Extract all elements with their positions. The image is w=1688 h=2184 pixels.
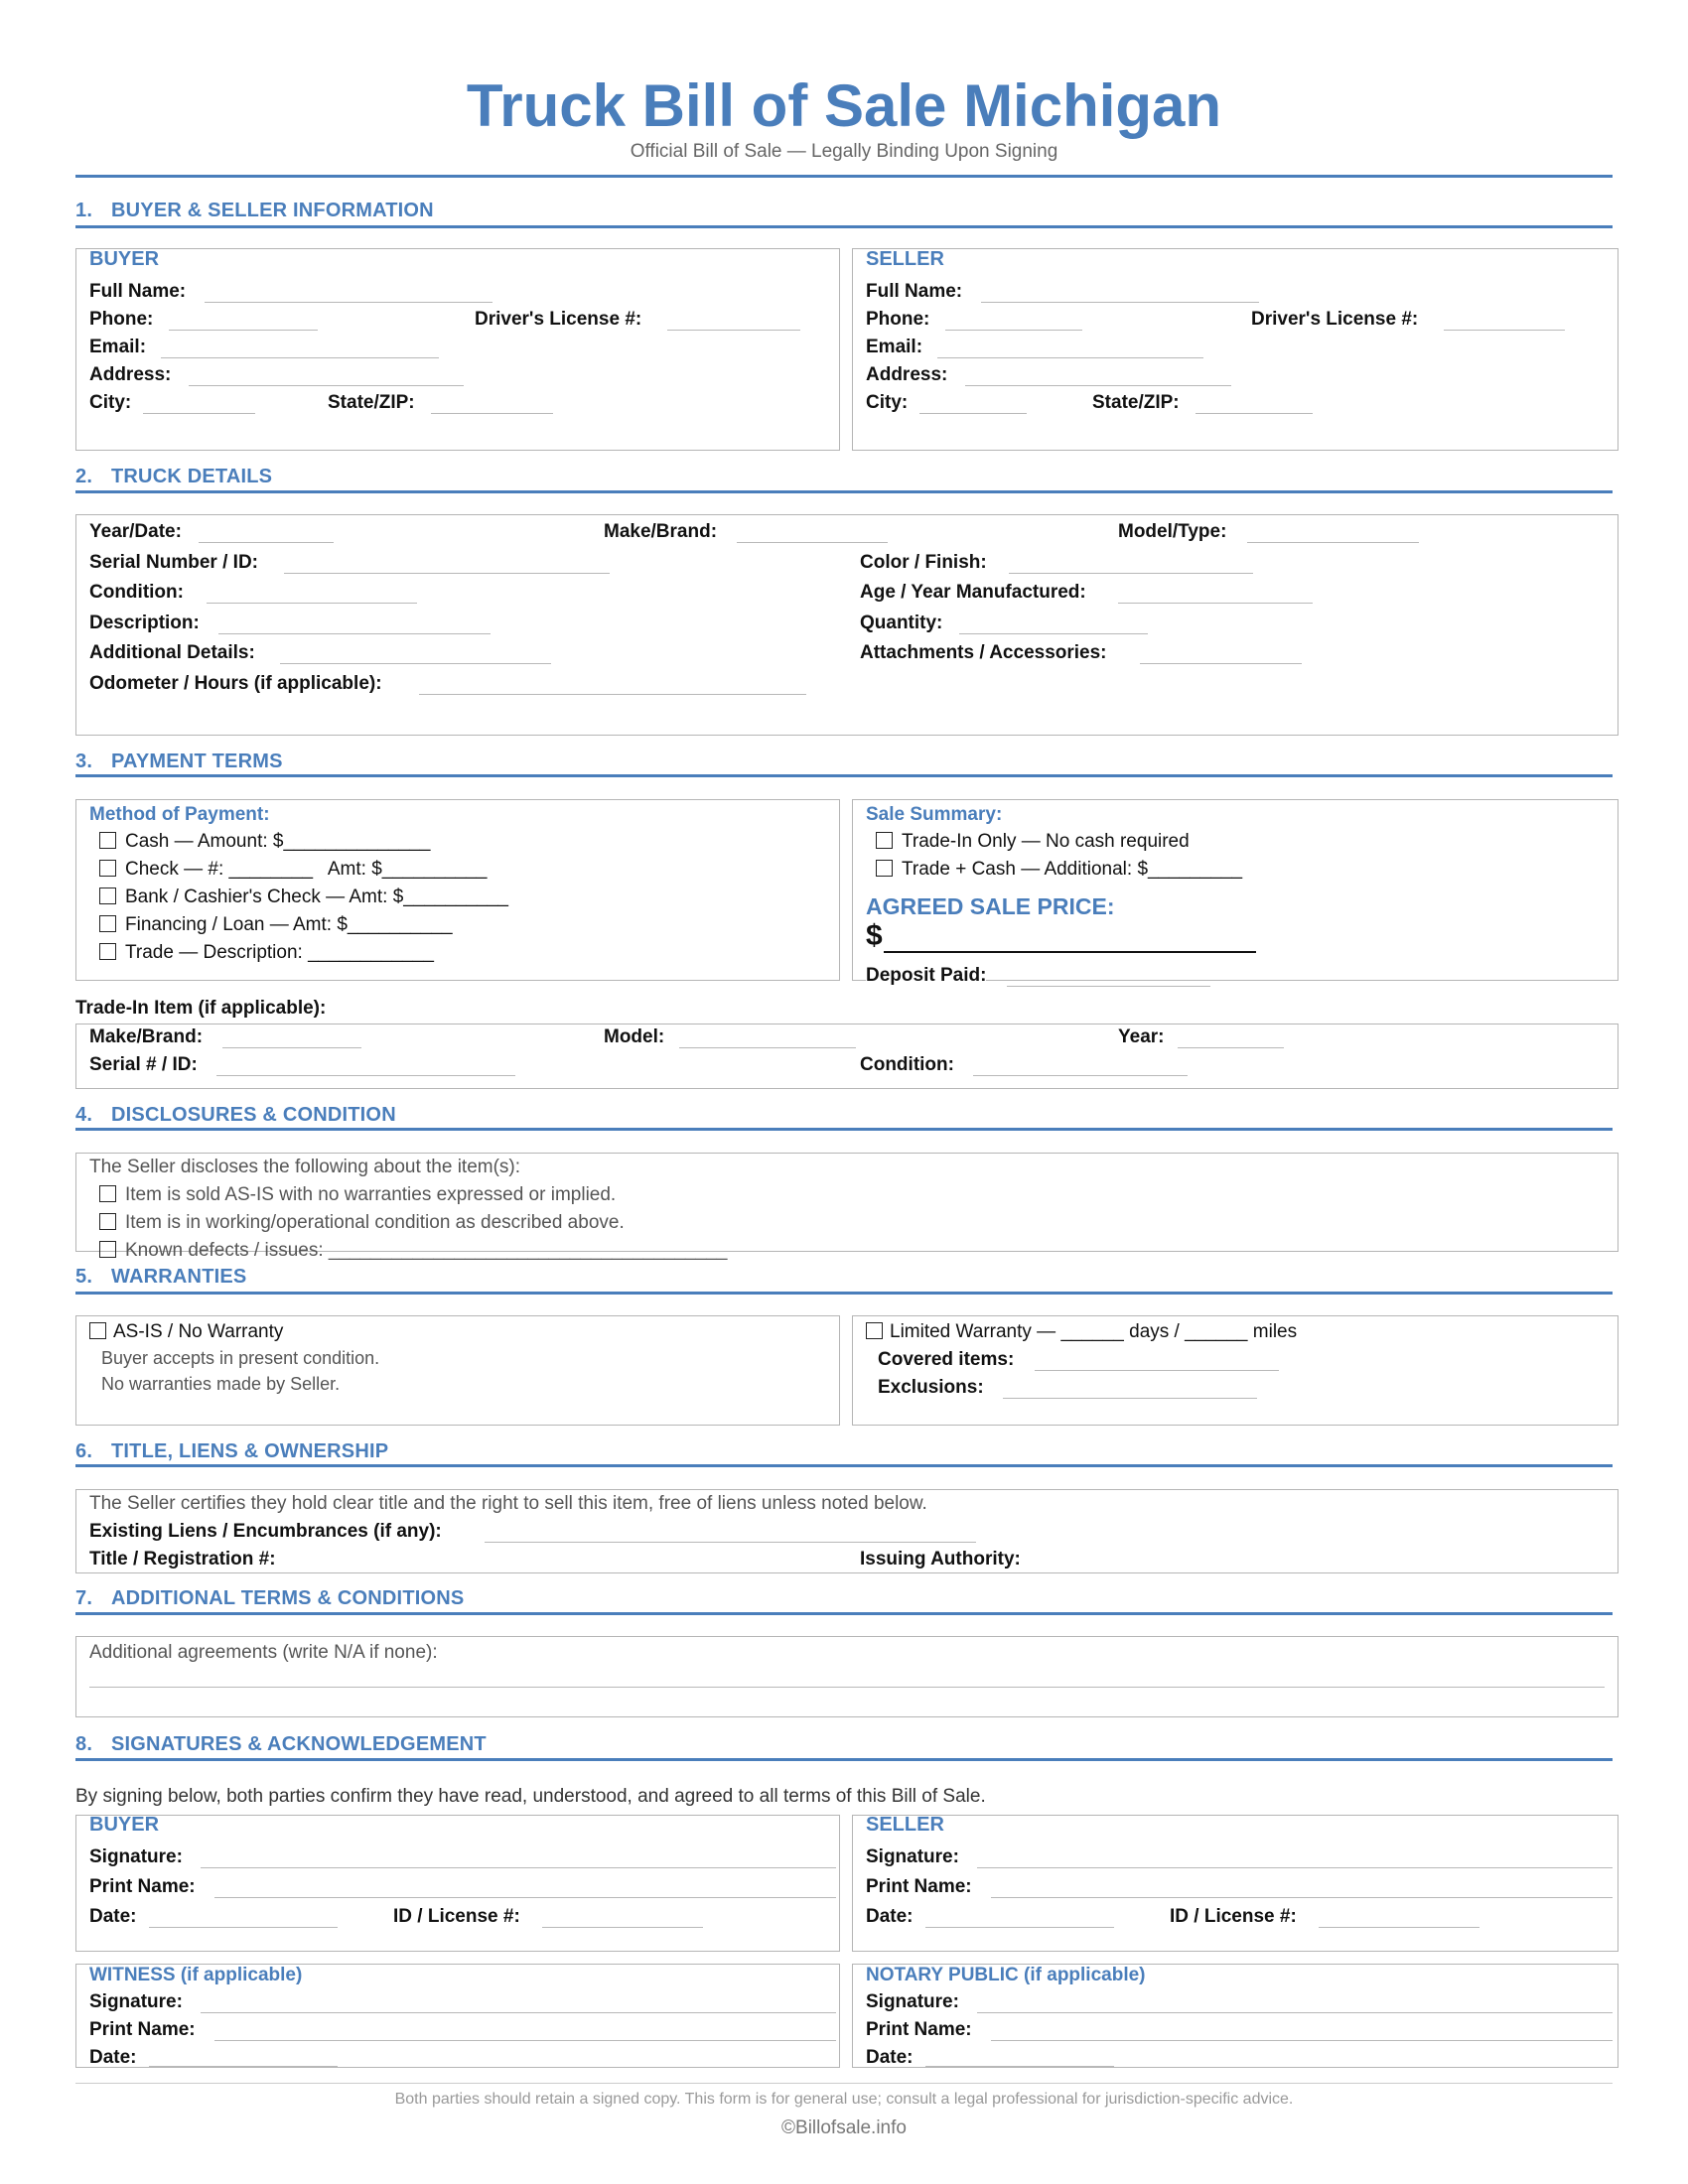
truck-odometer-field[interactable] — [419, 694, 806, 695]
buyer-city-field[interactable] — [143, 413, 255, 414]
checkbox-icon — [876, 860, 893, 877]
seller-license-field[interactable] — [1444, 330, 1565, 331]
trade-in-model-field[interactable] — [679, 1047, 856, 1048]
notary-date-label: Date: — [866, 2047, 914, 2068]
section-rule — [75, 1464, 1613, 1467]
section-heading-payment: 3. PAYMENT TERMS — [75, 751, 283, 772]
title-certify-text: The Seller certifies they hold clear title and the right to sell this item, free of liens unless noted below. — [89, 1493, 927, 1514]
buyer-email-field[interactable] — [161, 357, 439, 358]
seller-email-label: Email: — [866, 337, 923, 357]
payment-option-bank[interactable]: Bank / Cashier's Check — Amt: $__________ — [99, 887, 508, 908]
trade-in-year-field[interactable] — [1178, 1047, 1284, 1048]
seller-phone-field[interactable] — [945, 330, 1082, 331]
seller-date-field[interactable] — [925, 1927, 1114, 1928]
section-heading-warranties: 5. WARRANTIES — [75, 1266, 247, 1288]
truck-additional-label: Additional Details: — [89, 642, 255, 663]
notary-heading: NOTARY PUBLIC (if applicable) — [866, 1965, 1146, 1985]
footer-note: Both parties should retain a signed copy. This form is for general use; consult a legal professional for jurisdiction-specific advice. — [394, 2091, 1294, 2108]
seller-phone-label: Phone: — [866, 309, 930, 330]
summary-option-trade-cash[interactable]: Trade + Cash — Additional: $_________ — [876, 859, 1242, 881]
seller-print-name-label: Print Name: — [866, 1876, 972, 1897]
checkbox-icon — [89, 1322, 106, 1339]
buyer-heading: BUYER — [89, 248, 160, 270]
trade-in-model-label: Model: — [604, 1026, 665, 1047]
disclosures-intro: The Seller discloses the following about the item(s): — [89, 1157, 521, 1177]
buyer-date-label: Date: — [89, 1906, 137, 1927]
checkbox-icon — [866, 1322, 883, 1339]
additional-terms-prompt: Additional agreements (write N/A if none): — [89, 1642, 438, 1663]
buyer-phone-field[interactable] — [169, 330, 318, 331]
payment-option-check[interactable]: Check — #: ________ Amt: $__________ — [99, 859, 487, 881]
buyer-id-field[interactable] — [542, 1927, 703, 1928]
payment-method-heading: Method of Payment: — [89, 804, 270, 825]
buyer-date-field[interactable] — [149, 1927, 338, 1928]
buyer-signature-heading: BUYER — [89, 1814, 160, 1836]
warranty-limited-option[interactable]: Limited Warranty — ______ days / ______ miles — [866, 1321, 1297, 1343]
buyer-print-name-field[interactable] — [214, 1897, 836, 1898]
trade-in-heading: Trade-In Item (if applicable): — [75, 998, 327, 1019]
sale-summary-heading: Sale Summary: — [866, 804, 1003, 825]
section-rule — [75, 490, 1613, 493]
notary-print-name-label: Print Name: — [866, 2019, 972, 2040]
truck-condition-label: Condition: — [89, 582, 184, 603]
section-heading-disclosures: 4. DISCLOSURES & CONDITION — [75, 1104, 396, 1126]
checkbox-icon — [99, 943, 116, 960]
warranty-covered-label: Covered items: — [878, 1349, 1015, 1370]
truck-additional-field[interactable] — [280, 663, 551, 664]
seller-state-zip-field[interactable] — [1196, 413, 1313, 414]
seller-signature-heading: SELLER — [866, 1814, 944, 1836]
witness-signature-label: Signature: — [89, 1991, 183, 2012]
seller-date-label: Date: — [866, 1906, 914, 1927]
section-heading-truck-details: 2. TRUCK DETAILS — [75, 466, 273, 487]
warranty-covered-field[interactable] — [1035, 1370, 1279, 1371]
truck-make-label: Make/Brand: — [604, 521, 718, 542]
seller-address-field[interactable] — [965, 385, 1231, 386]
witness-date-label: Date: — [89, 2047, 137, 2068]
truck-year-field[interactable] — [199, 542, 334, 543]
checkbox-icon — [876, 832, 893, 849]
checkbox-icon — [99, 860, 116, 877]
seller-id-label: ID / License #: — [1170, 1906, 1297, 1927]
seller-state-zip-label: State/ZIP: — [1092, 392, 1180, 413]
notary-signature-label: Signature: — [866, 1991, 959, 2012]
sale-summary-box — [852, 799, 1618, 981]
section-rule — [75, 225, 1613, 228]
seller-full-name-field[interactable] — [981, 302, 1259, 303]
payment-option-financing[interactable]: Financing / Loan — Amt: $__________ — [99, 914, 453, 936]
seller-signature-label: Signature: — [866, 1846, 959, 1867]
deposit-field[interactable] — [1007, 986, 1210, 987]
buyer-info-box — [75, 248, 840, 451]
deposit-label: Deposit Paid: — [866, 965, 987, 986]
truck-description-label: Description: — [89, 613, 200, 633]
footer-rule — [75, 2083, 1613, 2084]
seller-city-label: City: — [866, 392, 909, 413]
warranty-exclusions-field[interactable] — [1003, 1398, 1257, 1399]
witness-signature-field[interactable] — [201, 2012, 836, 2013]
notary-date-field[interactable] — [925, 2066, 1114, 2067]
truck-quantity-label: Quantity: — [860, 613, 943, 633]
buyer-email-label: Email: — [89, 337, 147, 357]
buyer-signature-field[interactable] — [201, 1867, 836, 1868]
warranty-asis-option[interactable]: AS-IS / No Warranty — [89, 1321, 283, 1343]
section-rule — [75, 774, 1613, 777]
section-heading-additional-terms: 7. ADDITIONAL TERMS & CONDITIONS — [75, 1587, 465, 1609]
trade-in-year-label: Year: — [1118, 1026, 1165, 1047]
seller-heading: SELLER — [866, 248, 944, 270]
seller-info-box — [852, 248, 1618, 451]
checkbox-icon — [99, 1213, 116, 1230]
checkbox-icon — [99, 1241, 116, 1258]
trade-in-serial-field[interactable] — [216, 1075, 515, 1076]
truck-attachments-label: Attachments / Accessories: — [860, 642, 1107, 663]
warranty-exclusions-label: Exclusions: — [878, 1377, 984, 1398]
header-rule — [75, 175, 1613, 178]
agreed-sale-price-label: AGREED SALE PRICE: — [866, 893, 1115, 919]
payment-option-trade[interactable]: Trade — Description: ____________ — [99, 942, 434, 964]
disclosure-working[interactable]: Item is in working/operational condition as described above. — [99, 1212, 625, 1234]
warranty-asis-note1: Buyer accepts in present condition. — [101, 1348, 380, 1368]
witness-heading: WITNESS (if applicable) — [89, 1965, 303, 1985]
truck-color-field[interactable] — [1009, 573, 1253, 574]
notary-print-name-field[interactable] — [991, 2040, 1613, 2041]
payment-option-cash[interactable]: Cash — Amount: $______________ — [99, 831, 430, 853]
agreed-sale-price-field[interactable] — [884, 951, 1256, 953]
buyer-phone-label: Phone: — [89, 309, 154, 330]
seller-city-field[interactable] — [919, 413, 1027, 414]
seller-id-field[interactable] — [1319, 1927, 1479, 1928]
title-registration-label: Title / Registration #: — [89, 1549, 276, 1570]
buyer-license-label: Driver's License #: — [475, 309, 642, 330]
trade-in-box — [75, 1024, 1618, 1089]
truck-model-label: Model/Type: — [1118, 521, 1227, 542]
warranty-asis-note2: No warranties made by Seller. — [101, 1374, 341, 1394]
checkbox-icon — [99, 1185, 116, 1202]
buyer-address-label: Address: — [89, 364, 172, 385]
trade-in-serial-label: Serial # / ID: — [89, 1054, 198, 1075]
truck-serial-label: Serial Number / ID: — [89, 552, 258, 573]
trade-in-condition-field[interactable] — [973, 1075, 1188, 1076]
trade-in-condition-label: Condition: — [860, 1054, 954, 1075]
buyer-full-name-label: Full Name: — [89, 281, 187, 302]
checkbox-icon — [99, 915, 116, 932]
signatures-intro: By signing below, both parties confirm they have read, understood, and agreed to all terms of this Bill of Sale. — [75, 1786, 986, 1807]
buyer-state-zip-field[interactable] — [431, 413, 553, 414]
truck-condition-field[interactable] — [207, 603, 417, 604]
summary-option-trade-only[interactable]: Trade-In Only — No cash required — [876, 831, 1190, 853]
page-title: Truck Bill of Sale Michigan — [466, 72, 1222, 139]
disclosure-as-is[interactable]: Item is sold AS-IS with no warranties expressed or implied. — [99, 1184, 616, 1206]
truck-year-label: Year/Date: — [89, 521, 182, 542]
witness-print-name-label: Print Name: — [89, 2019, 196, 2040]
additional-terms-field[interactable] — [89, 1687, 1605, 1688]
liens-field[interactable] — [485, 1542, 976, 1543]
section-rule — [75, 1128, 1613, 1131]
section-rule — [75, 1292, 1613, 1295]
buyer-city-label: City: — [89, 392, 132, 413]
section-rule — [75, 1758, 1613, 1761]
seller-license-label: Driver's License #: — [1251, 309, 1419, 330]
buyer-state-zip-label: State/ZIP: — [328, 392, 415, 413]
truck-details-box — [75, 514, 1618, 736]
truck-serial-field[interactable] — [284, 573, 610, 574]
seller-email-field[interactable] — [937, 357, 1203, 358]
buyer-signature-label: Signature: — [89, 1846, 183, 1867]
checkbox-icon — [99, 887, 116, 904]
truck-description-field[interactable] — [218, 633, 491, 634]
seller-full-name-label: Full Name: — [866, 281, 963, 302]
buyer-full-name-field[interactable] — [205, 302, 492, 303]
truck-model-field[interactable] — [1247, 542, 1419, 543]
buyer-license-field[interactable] — [667, 330, 800, 331]
notary-signature-field[interactable] — [977, 2012, 1613, 2013]
truck-color-label: Color / Finish: — [860, 552, 987, 573]
truck-age-label: Age / Year Manufactured: — [860, 582, 1086, 603]
trade-in-make-label: Make/Brand: — [89, 1026, 204, 1047]
buyer-address-field[interactable] — [189, 385, 464, 386]
truck-age-field[interactable] — [1118, 603, 1313, 604]
buyer-id-label: ID / License #: — [393, 1906, 520, 1927]
seller-signature-field[interactable] — [977, 1867, 1613, 1868]
seller-print-name-field[interactable] — [991, 1897, 1613, 1898]
witness-print-name-field[interactable] — [214, 2040, 836, 2041]
witness-date-field[interactable] — [149, 2066, 338, 2067]
section-rule — [75, 1612, 1613, 1615]
trade-in-make-field[interactable] — [222, 1047, 361, 1048]
liens-label: Existing Liens / Encumbrances (if any): — [89, 1521, 442, 1542]
section-heading-title-liens: 6. TITLE, LIENS & OWNERSHIP — [75, 1440, 389, 1462]
truck-attachments-field[interactable] — [1140, 663, 1302, 664]
truck-make-field[interactable] — [737, 542, 888, 543]
disclosure-defects[interactable]: Known defects / issues: ______________________________________ — [99, 1240, 727, 1262]
checkbox-icon — [99, 832, 116, 849]
truck-odometer-label: Odometer / Hours (if applicable): — [89, 673, 382, 694]
buyer-print-name-label: Print Name: — [89, 1876, 196, 1897]
footer-copyright: ©Billofsale.info — [781, 2117, 907, 2138]
issuing-authority-label: Issuing Authority: — [860, 1549, 1021, 1570]
seller-address-label: Address: — [866, 364, 948, 385]
section-heading-buyer-seller: 1. BUYER & SELLER INFORMATION — [75, 200, 434, 221]
page-subtitle: Official Bill of Sale — Legally Binding Upon Signing — [630, 141, 1058, 162]
truck-quantity-field[interactable] — [959, 633, 1148, 634]
agreed-sale-price-dollar: $ — [866, 919, 883, 952]
section-heading-signatures: 8. SIGNATURES & ACKNOWLEDGEMENT — [75, 1733, 487, 1755]
